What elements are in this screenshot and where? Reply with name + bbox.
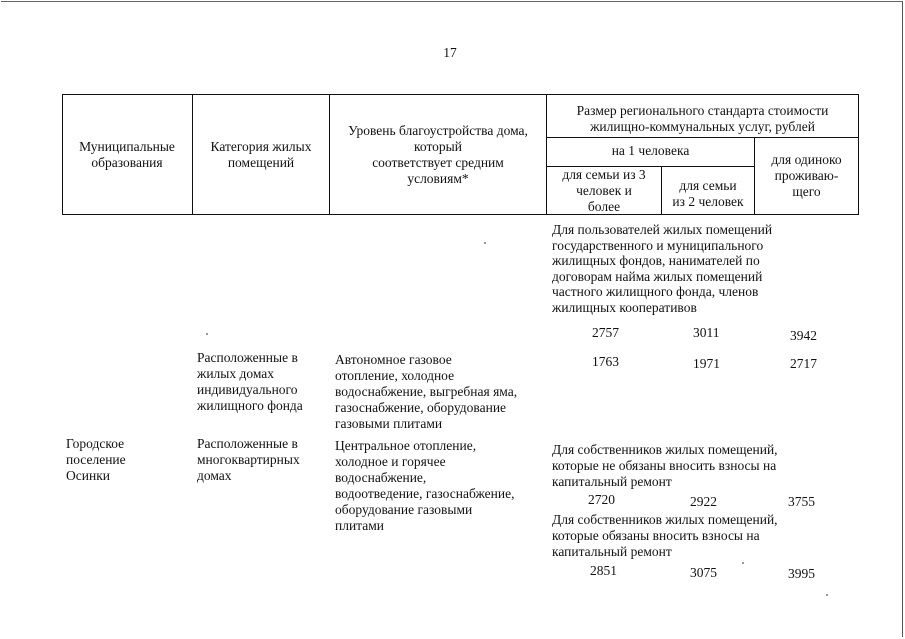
header-category: Категория жилых помещений bbox=[210, 139, 312, 170]
value-tenants-single: 3942 bbox=[790, 328, 817, 343]
level-apartment-buildings: Центральное отопление, холодное и горячее водоснабжение, водоотведение, газоснабжение, оборудование газовыми плитами bbox=[335, 438, 515, 533]
header-family-3: для семьи из 3 человек и более bbox=[562, 167, 646, 214]
value-not-obliged-single: 3755 bbox=[788, 494, 815, 509]
header-per-person: на 1 человека bbox=[611, 143, 690, 158]
header-family-2: для семьи из 2 человек bbox=[672, 178, 744, 209]
header-municipality: Муниципальные образования bbox=[79, 139, 175, 170]
note-owners-obliged: Для собственников жилых помещений, которые обязаны вносить взносы на капитальный ремонт bbox=[552, 512, 778, 559]
municipality-name: Городское поселение Осинки bbox=[66, 436, 126, 483]
page-number: 17 bbox=[443, 45, 457, 60]
note-owners-not-obliged: Для собственников жилых помещений, которые не обязаны вносить взносы на капитальный ремонт bbox=[552, 442, 778, 489]
value-obliged-single: 3995 bbox=[788, 566, 815, 581]
header-single: для одиноко проживаю- щего bbox=[771, 152, 842, 199]
value-tenants-family3: 2757 bbox=[592, 325, 619, 340]
value-not-obliged-family3: 2720 bbox=[588, 492, 615, 507]
scan-speck bbox=[484, 242, 486, 244]
value-not-obliged-family2: 2922 bbox=[690, 494, 717, 509]
value-tenants-family2: 3011 bbox=[693, 325, 720, 340]
value-obliged-family3: 2851 bbox=[590, 563, 617, 578]
value-obliged-family2: 3075 bbox=[690, 565, 717, 580]
level-private-houses: Автономное газовое отопление, холодное водоснабжение, выгребная яма, газоснабжение, оборудование газовыми плитами bbox=[335, 352, 518, 431]
category-private-houses: Расположенные в жилых домах индивидуального жилищного фонда bbox=[197, 350, 303, 413]
value-private-single: 2717 bbox=[790, 356, 817, 371]
value-private-family3: 1763 bbox=[592, 354, 619, 369]
scan-speck bbox=[742, 562, 744, 564]
header-improvement-level: Уровень благоустройства дома, который соответствует средним условиям* bbox=[348, 123, 528, 186]
header-standard-size: Размер регионального стандарта стоимости жилищно-коммунальных услуг, рублей bbox=[576, 103, 829, 134]
note-tenants: Для пользователей жилых помещений государственного и муниципального жилищных фондов, нанимателей по договорам найма жилых помещений частного жилищного фонда, членов жилищных кооперативов bbox=[552, 222, 773, 315]
scan-speck bbox=[826, 594, 828, 596]
category-apartment-buildings: Расположенные в многоквартирных домах bbox=[197, 436, 300, 483]
value-private-family2: 1971 bbox=[693, 356, 720, 371]
scan-speck bbox=[206, 333, 208, 335]
